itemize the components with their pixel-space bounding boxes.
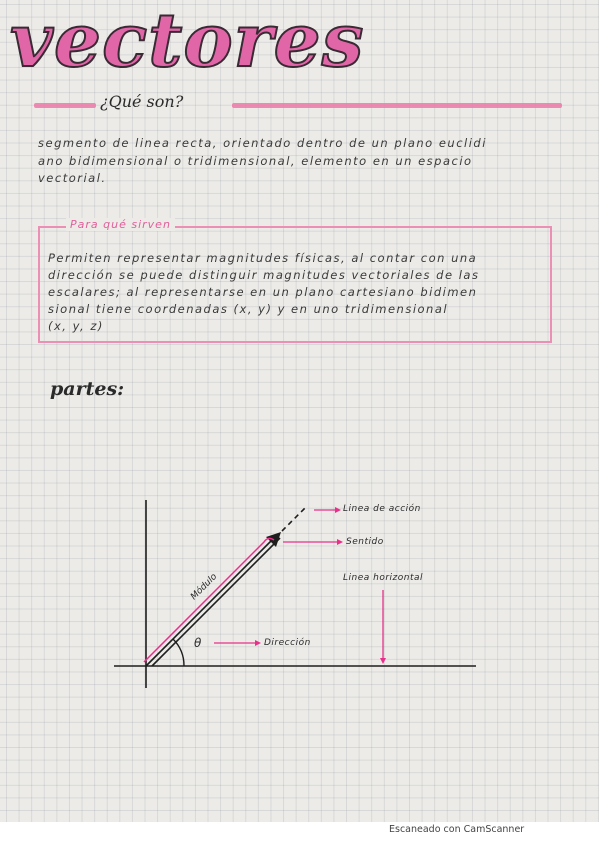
uses-line: Permiten representar magnitudes físicas, al contar con una xyxy=(48,251,478,265)
definition-line: segmento de linea recta, orientado dentro de un plano euclidi xyxy=(38,136,487,150)
scanner-watermark: Escaneado con CamScanner xyxy=(389,824,525,835)
arrowhead-direccion xyxy=(255,640,261,646)
arrowhead-linea-horizontal xyxy=(380,658,386,664)
label-direccion: Dirección xyxy=(264,638,311,648)
uses-line: sional tiene coordenadas (x, y) y en uno tridimensional xyxy=(48,302,449,316)
uses-line: dirección se puede distinguir magnitudes vectoriales de las xyxy=(48,268,480,282)
vector-line-inner xyxy=(152,538,280,666)
section-heading-para-que-sirven: Para qué sirven xyxy=(66,218,175,231)
label-theta: θ xyxy=(194,636,202,650)
module-label: Módulo xyxy=(189,571,220,603)
arrowhead-sentido xyxy=(337,539,343,545)
vector-line xyxy=(146,535,277,666)
page-title: vectores xyxy=(10,0,365,84)
arrowhead-line-of-action xyxy=(335,507,341,513)
section-heading-partes: partes: xyxy=(50,378,125,400)
label-linea-accion: Linea de acción xyxy=(343,504,421,514)
definition-line: vectorial. xyxy=(38,171,107,185)
uses-line: escalares; al representarse en un plano cartesiano bidimen xyxy=(48,285,478,299)
label-sentido: Sentido xyxy=(346,537,384,547)
definition-line: ano bidimensional o tridimensional, elemento en un espacio xyxy=(38,154,473,168)
label-linea-horizontal: Linea horizontal xyxy=(343,573,424,583)
uses-line: (x, y, z) xyxy=(48,319,104,333)
line-of-action-dashed xyxy=(282,507,306,531)
section-heading-que-son: ¿Qué son? xyxy=(100,92,184,111)
